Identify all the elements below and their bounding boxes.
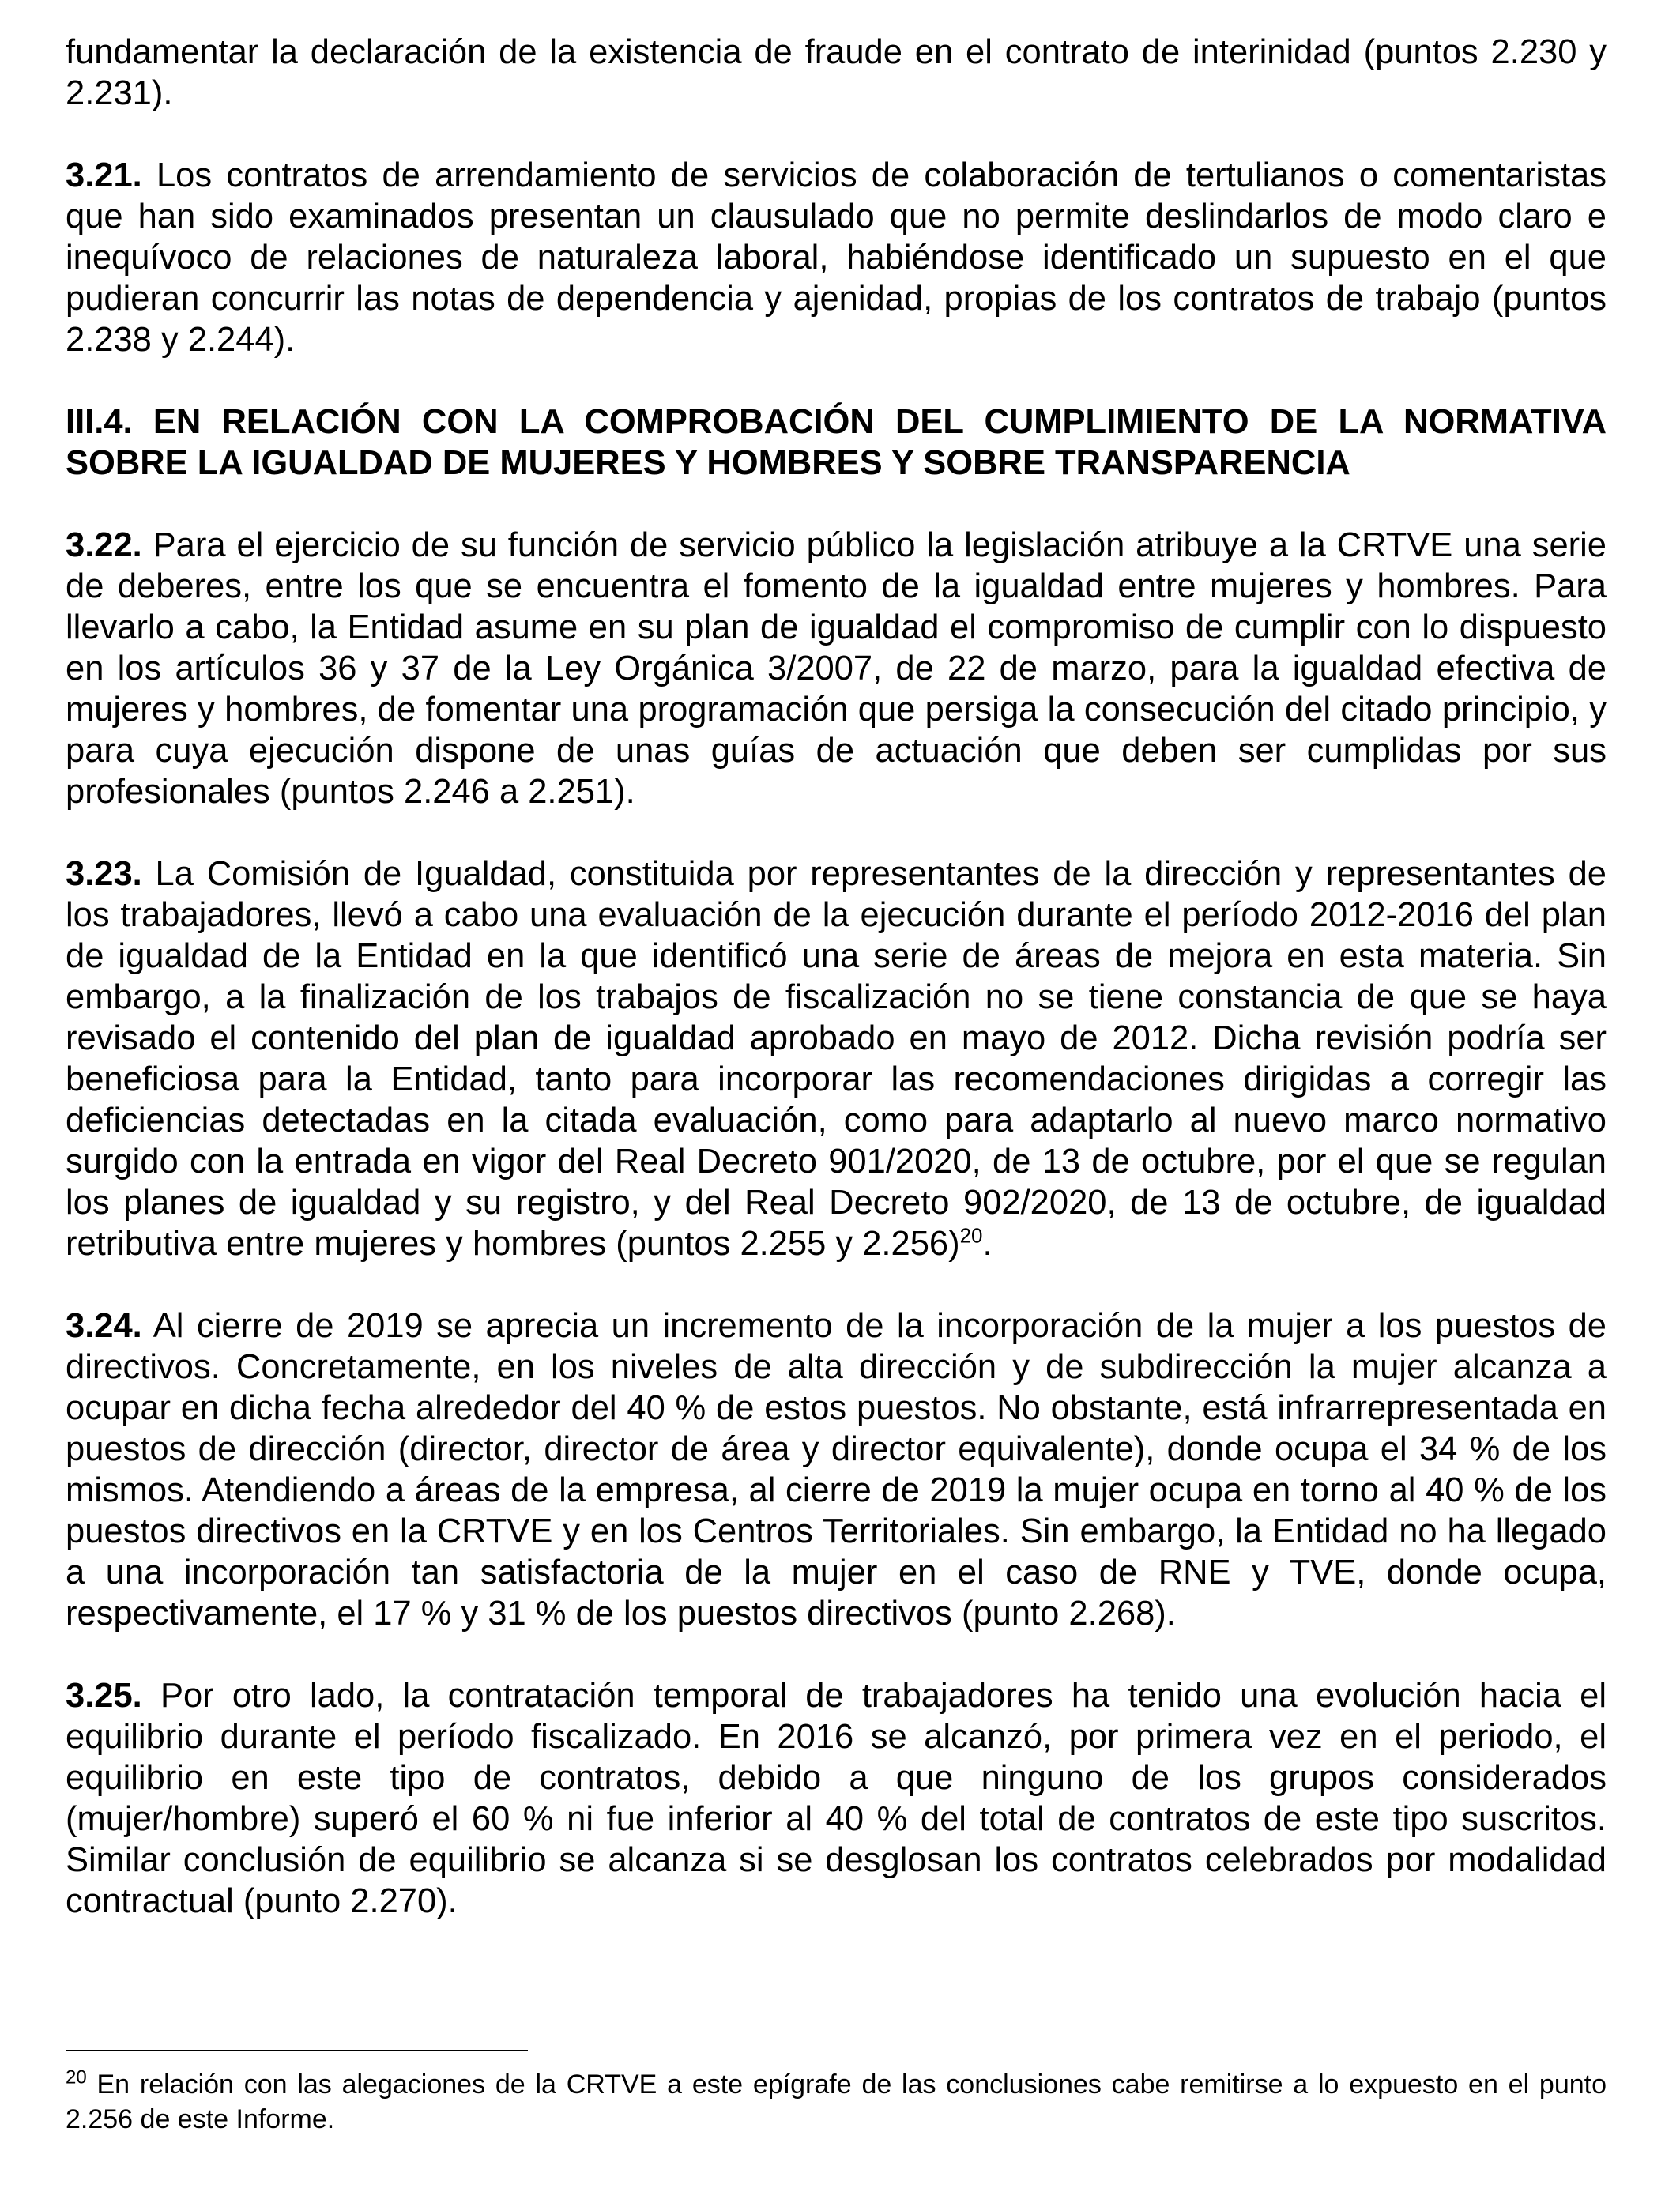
- section-heading-iii-4: [66, 401, 1607, 484]
- paragraph-3-24: [66, 1305, 1607, 1634]
- paragraph-number: 3.22.: [66, 526, 142, 564]
- footnote-mark: 20: [66, 2066, 87, 2088]
- footnote-text: En relación con las alegaciones de la CRTVE a este epígrafe de las conclusiones cabe remitirse a lo expuesto en el punto 2.256 de este Informe.: [66, 2070, 1607, 2134]
- paragraph-text: Al cierre de 2019 se aprecia un incremento de la incorporación de la mujer a los puestos de directivos. Concretamente, en los niveles de alta dirección y de subdirección la mujer alcanza a ocupar en dicha fecha alrededor del 40 % de estos puestos. No obstante, está infrarrepresentada en puestos de dirección (director, director de área y director equivalente), donde ocupa el 34 % de los mismos. Atendiendo a áreas de la empresa, al cierre de 2019 la mujer ocupa en torno al 40 % de los puestos directivos en la CRTVE y en los Centros Territoriales. Sin embargo, la Entidad no ha llegado a una incorporación tan satisfactoria de la mujer en el caso de RNE y TVE, donde ocupa, respectivamente, el 17 % y 31 % de los puestos directivos (punto 2.268).: [66, 1307, 1607, 1633]
- paragraph-3-22: [66, 525, 1607, 812]
- paragraph-3-21: [66, 155, 1607, 360]
- heading-line-1: III.4. EN RELACIÓN CON LA COMPROBACIÓN DEL CUMPLIMIENTO DE LA NORMATIVA: [66, 403, 1607, 441]
- paragraph-number: 3.25.: [66, 1677, 142, 1715]
- paragraph-text: Por otro lado, la contratación temporal de trabajadores ha tenido una evolución hacia el equilibrio durante el período fiscalizado. En 2016 se alcanzó, por primera vez en el periodo, el equilibrio en este tipo de contratos, debido a que ninguno de los grupos considerados (mujer/hombre) superó el 60 % ni fue inferior al 40 % del total de contratos de este tipo suscritos. Similar conclusión de equilibrio se alcanza si se desglosan los contratos celebrados por modalidad contractual (punto 2.270).: [66, 1677, 1607, 1920]
- paragraph-end: .: [982, 1225, 993, 1263]
- paragraph-number: 3.21.: [66, 156, 142, 194]
- footnote-20: [66, 2067, 1607, 2137]
- paragraph-continuation: [66, 32, 1607, 114]
- heading-line-2: SOBRE LA IGUALDAD DE MUJERES Y HOMBRES Y SOBRE TRANSPARENCIA: [66, 444, 1350, 482]
- paragraph-3-23: [66, 853, 1607, 1264]
- footnote-separator: [66, 2050, 528, 2051]
- continuation-text: fundamentar la declaración de la existencia de fraude en el contrato de interinidad (puntos 2.230 y 2.231).: [66, 33, 1607, 112]
- paragraph-number: 3.24.: [66, 1307, 142, 1345]
- paragraph-number: 3.23.: [66, 855, 142, 893]
- paragraph-text: Para el ejercicio de su función de servicio público la legislación atribuye a la CRTVE una serie de deberes, entre los que se encuentra el fomento de la igualdad entre mujeres y hombres. Para llevarlo a cabo, la Entidad asume en su plan de igualdad el compromiso de cumplir con lo dispuesto en los artículos 36 y 37 de la Ley Orgánica 3/2007, de 22 de marzo, para la igualdad efectiva de mujeres y hombres, de fomentar una programación que persiga la consecución del citado principio, y para cuya ejecución dispone de unas guías de actuación que deben ser cumplidas por sus profesionales (puntos 2.246 a 2.251).: [66, 526, 1607, 811]
- document-body: [66, 32, 1607, 1963]
- paragraph-text: La Comisión de Igualdad, constituida por representantes de la dirección y representantes de los trabajadores, llevó a cabo una evaluación de la ejecución durante el período 2012-2016 del plan de igualdad de la Entidad en la que identificó una serie de áreas de mejora en esta materia. Sin embargo, a la finalización de los trabajos de fiscalización no se tiene constancia de que se haya revisado el contenido del plan de igualdad aprobado en mayo de 2012. Dicha revisión podría ser beneficiosa para la Entidad, tanto para incorporar las recomendaciones dirigidas a corregir las deficiencias detectadas en la citada evaluación, como para adaptarlo al nuevo marco normativo surgido con la entrada en vigor del Real Decreto 901/2020, de 13 de octubre, por el que se regulan los planes de igualdad y su registro, y del Real Decreto 902/2020, de 13 de octubre, de igualdad retributiva entre mujeres y hombres (puntos 2.255 y 2.256): [66, 855, 1607, 1263]
- paragraph-3-25: [66, 1675, 1607, 1922]
- paragraph-text: Los contratos de arrendamiento de servicios de colaboración de tertulianos o comentaristas que han sido examinados presentan un clausulado que no permite deslindarlos de modo claro e inequívoco de relaciones de naturaleza laboral, habiéndose identificado un supuesto en el que pudieran concurrir las notas de dependencia y ajenidad, propias de los contratos de trabajo (puntos 2.238 y 2.244).: [66, 156, 1607, 359]
- footnote-reference[interactable]: 20: [959, 1223, 983, 1248]
